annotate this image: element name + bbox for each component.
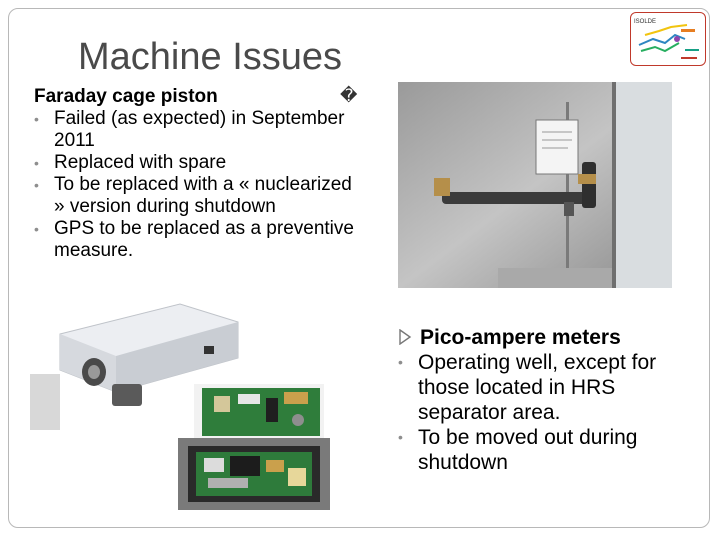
svg-text:ISOLDE: ISOLDE bbox=[634, 19, 657, 25]
list-item: • Failed (as expected) in September 2011 bbox=[34, 108, 345, 151]
list-item: • Replaced with spare bbox=[34, 152, 227, 173]
pico-ampere-heading: Pico-ampere meters bbox=[398, 325, 668, 350]
faraday-cage-photo bbox=[398, 82, 672, 288]
faraday-cage-heading: Faraday cage piston bbox=[34, 86, 218, 107]
faraday-cage-bullets bbox=[34, 108, 354, 262]
bullet-icon: • bbox=[34, 111, 39, 127]
bullet-icon: • bbox=[34, 221, 39, 237]
opened-electronics-photo bbox=[178, 438, 330, 510]
isolde-logo bbox=[630, 12, 706, 66]
bullet-icon: • bbox=[398, 429, 403, 445]
bullet-icon: • bbox=[398, 354, 403, 370]
pico-ampere-section bbox=[398, 325, 668, 475]
slide-title: Machine Issues bbox=[78, 36, 343, 78]
list-item: • To be replaced with a « nuclearized » version during shutdown bbox=[34, 174, 352, 217]
faraday-cage-section bbox=[34, 86, 354, 262]
list-item: • GPS to be replaced as a preventive measure. bbox=[34, 218, 354, 261]
hollow-diamond-bullet-icon bbox=[398, 329, 412, 345]
electronics-board-photo bbox=[194, 384, 324, 440]
bullet-icon: • bbox=[34, 177, 39, 193]
pico-ampere-bullets bbox=[398, 350, 668, 475]
missing-glyph-icon: � bbox=[340, 86, 358, 105]
bullet-icon: • bbox=[34, 155, 39, 171]
list-item: • To be moved out during shutdown bbox=[398, 426, 638, 474]
list-item: • Operating well, except for those located in HRS separator area. bbox=[398, 351, 657, 424]
